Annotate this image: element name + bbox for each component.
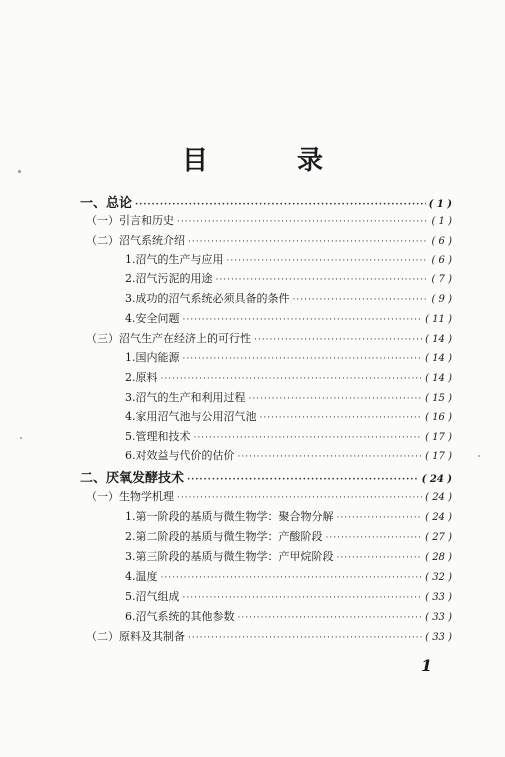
toc-entry-page: ( 14 ) (425, 353, 452, 364)
toc-entry-label: 一、总论 (80, 196, 133, 211)
dot-leader (161, 374, 423, 384)
toc-entry-page: ( 33 ) (425, 632, 452, 643)
toc-entry-page: ( 14 ) (425, 373, 452, 384)
toc-entry-page: ( 7 ) (431, 274, 452, 285)
toc-entry-label: 3.沼气的生产和利用过程 (125, 391, 246, 404)
toc-entry-label: 2.原料 (125, 371, 158, 384)
toc-entry-page: ( 24 ) (421, 474, 452, 485)
toc-entry-page: ( 15 ) (425, 393, 452, 404)
toc-entry[interactable] (125, 349, 452, 365)
toc-entry[interactable] (125, 389, 452, 405)
toc-entry-label: 1.第一阶段的基质与微生物学：聚合物分解 (125, 510, 334, 523)
toc-entry-page: ( 9 ) (431, 294, 452, 305)
dot-leader (177, 217, 428, 227)
toc-entry-label: （三）沼气生产在经济上的可行性 (86, 332, 251, 345)
toc-entry-page: ( 32 ) (425, 572, 452, 583)
toc-entry-label: 2.第二阶段的基质与微生物学：产酸阶段 (125, 530, 323, 543)
toc-entry[interactable] (125, 408, 452, 424)
toc-entry-page: ( 11 ) (425, 314, 452, 325)
toc-entry-label: 3.第三阶段的基质与微生物学：产甲烷阶段 (125, 550, 334, 563)
dot-leader (161, 573, 423, 583)
toc-entry-label: 4.家用沼气池与公用沼气池 (125, 410, 257, 423)
dot-leader (188, 237, 428, 247)
dot-leader (293, 295, 429, 305)
toc-entry[interactable] (125, 588, 452, 604)
dot-leader (135, 200, 426, 210)
toc-entry-label: （二）原料及其制备 (86, 630, 185, 643)
toc-entry[interactable] (86, 212, 452, 228)
toc-entry-page: ( 24 ) (425, 492, 452, 503)
toc-entry[interactable] (86, 330, 452, 346)
dot-leader (187, 475, 419, 485)
toc-entry[interactable] (125, 528, 452, 544)
toc-entry-label: 1.沼气的生产与应用 (125, 253, 224, 266)
dot-leader (337, 553, 423, 563)
toc-entry[interactable] (125, 290, 452, 306)
dot-leader (326, 533, 423, 543)
toc-entry[interactable] (86, 488, 452, 504)
toc-entry-label: 4.温度 (125, 570, 158, 583)
toc-entry-page: ( 6 ) (431, 255, 452, 266)
toc-entry[interactable] (125, 428, 452, 444)
toc-entry-label: （二）沼气系统介绍 (86, 234, 185, 247)
toc-entry-label: 4.安全问题 (125, 312, 180, 325)
toc-entry[interactable] (125, 568, 452, 584)
toc-entry[interactable] (80, 467, 452, 486)
scan-speck (18, 170, 21, 173)
toc-entry-page: ( 1 ) (428, 199, 452, 210)
toc-entry[interactable] (125, 251, 452, 267)
dot-leader (188, 633, 422, 643)
dot-leader (238, 452, 423, 462)
dot-leader (194, 433, 423, 443)
toc-entry-page: ( 17 ) (425, 451, 452, 462)
page-title: 目 录 (181, 146, 364, 176)
toc-entry-page: ( 1 ) (431, 216, 452, 227)
dot-leader (238, 613, 423, 623)
toc-entry-page: ( 33 ) (425, 592, 452, 603)
scan-speck (478, 455, 480, 457)
toc-entry-page: ( 27 ) (425, 532, 452, 543)
dot-leader (183, 315, 423, 325)
toc-entry[interactable] (80, 192, 452, 211)
toc-entry-page: ( 24 ) (425, 512, 452, 523)
toc-entry-label: （一）生物学机理 (86, 490, 174, 503)
toc-entry-label: 1.国内能源 (125, 351, 180, 364)
dot-leader (260, 413, 423, 423)
dot-leader (216, 275, 429, 285)
dot-leader (337, 513, 423, 523)
toc-entry-label: 二、厌氧发酵技术 (80, 471, 185, 486)
toc-entry-label: （一）引言和历史 (86, 214, 174, 227)
toc-entry[interactable] (125, 548, 452, 564)
toc-entry-page: ( 16 ) (425, 412, 452, 423)
toc-entry[interactable] (86, 628, 452, 644)
toc-entry-page: ( 14 ) (425, 334, 452, 345)
dot-leader (183, 354, 423, 364)
toc-entry-label: 5.管理和技术 (125, 430, 191, 443)
toc-entry-page: ( 17 ) (425, 432, 452, 443)
dot-leader (254, 335, 422, 345)
toc-entry[interactable] (125, 508, 452, 524)
toc-entry[interactable] (125, 270, 452, 286)
toc-entry-label: 6.对效益与代价的估价 (125, 449, 235, 462)
toc-entry[interactable] (125, 369, 452, 385)
scan-speck (20, 437, 22, 439)
dot-leader (249, 394, 423, 404)
toc-entry-label: 3.成功的沼气系统必须具备的条件 (125, 292, 290, 305)
page-number: 1 (421, 656, 433, 675)
dot-leader (227, 256, 429, 266)
toc-entry-page: ( 6 ) (431, 236, 452, 247)
toc-entry[interactable] (125, 447, 452, 463)
dot-leader (177, 493, 422, 503)
toc-entry-label: 2.沼气污泥的用途 (125, 272, 213, 285)
toc-entry-page: ( 33 ) (425, 612, 452, 623)
toc-entry[interactable] (125, 608, 452, 624)
toc-entry[interactable] (86, 232, 452, 248)
toc-entry[interactable] (125, 310, 452, 326)
toc-entry-label: 6.沼气系统的其他参数 (125, 610, 235, 623)
dot-leader (183, 593, 423, 603)
toc-entry-label: 5.沼气组成 (125, 590, 180, 603)
toc-entry-page: ( 28 ) (425, 552, 452, 563)
